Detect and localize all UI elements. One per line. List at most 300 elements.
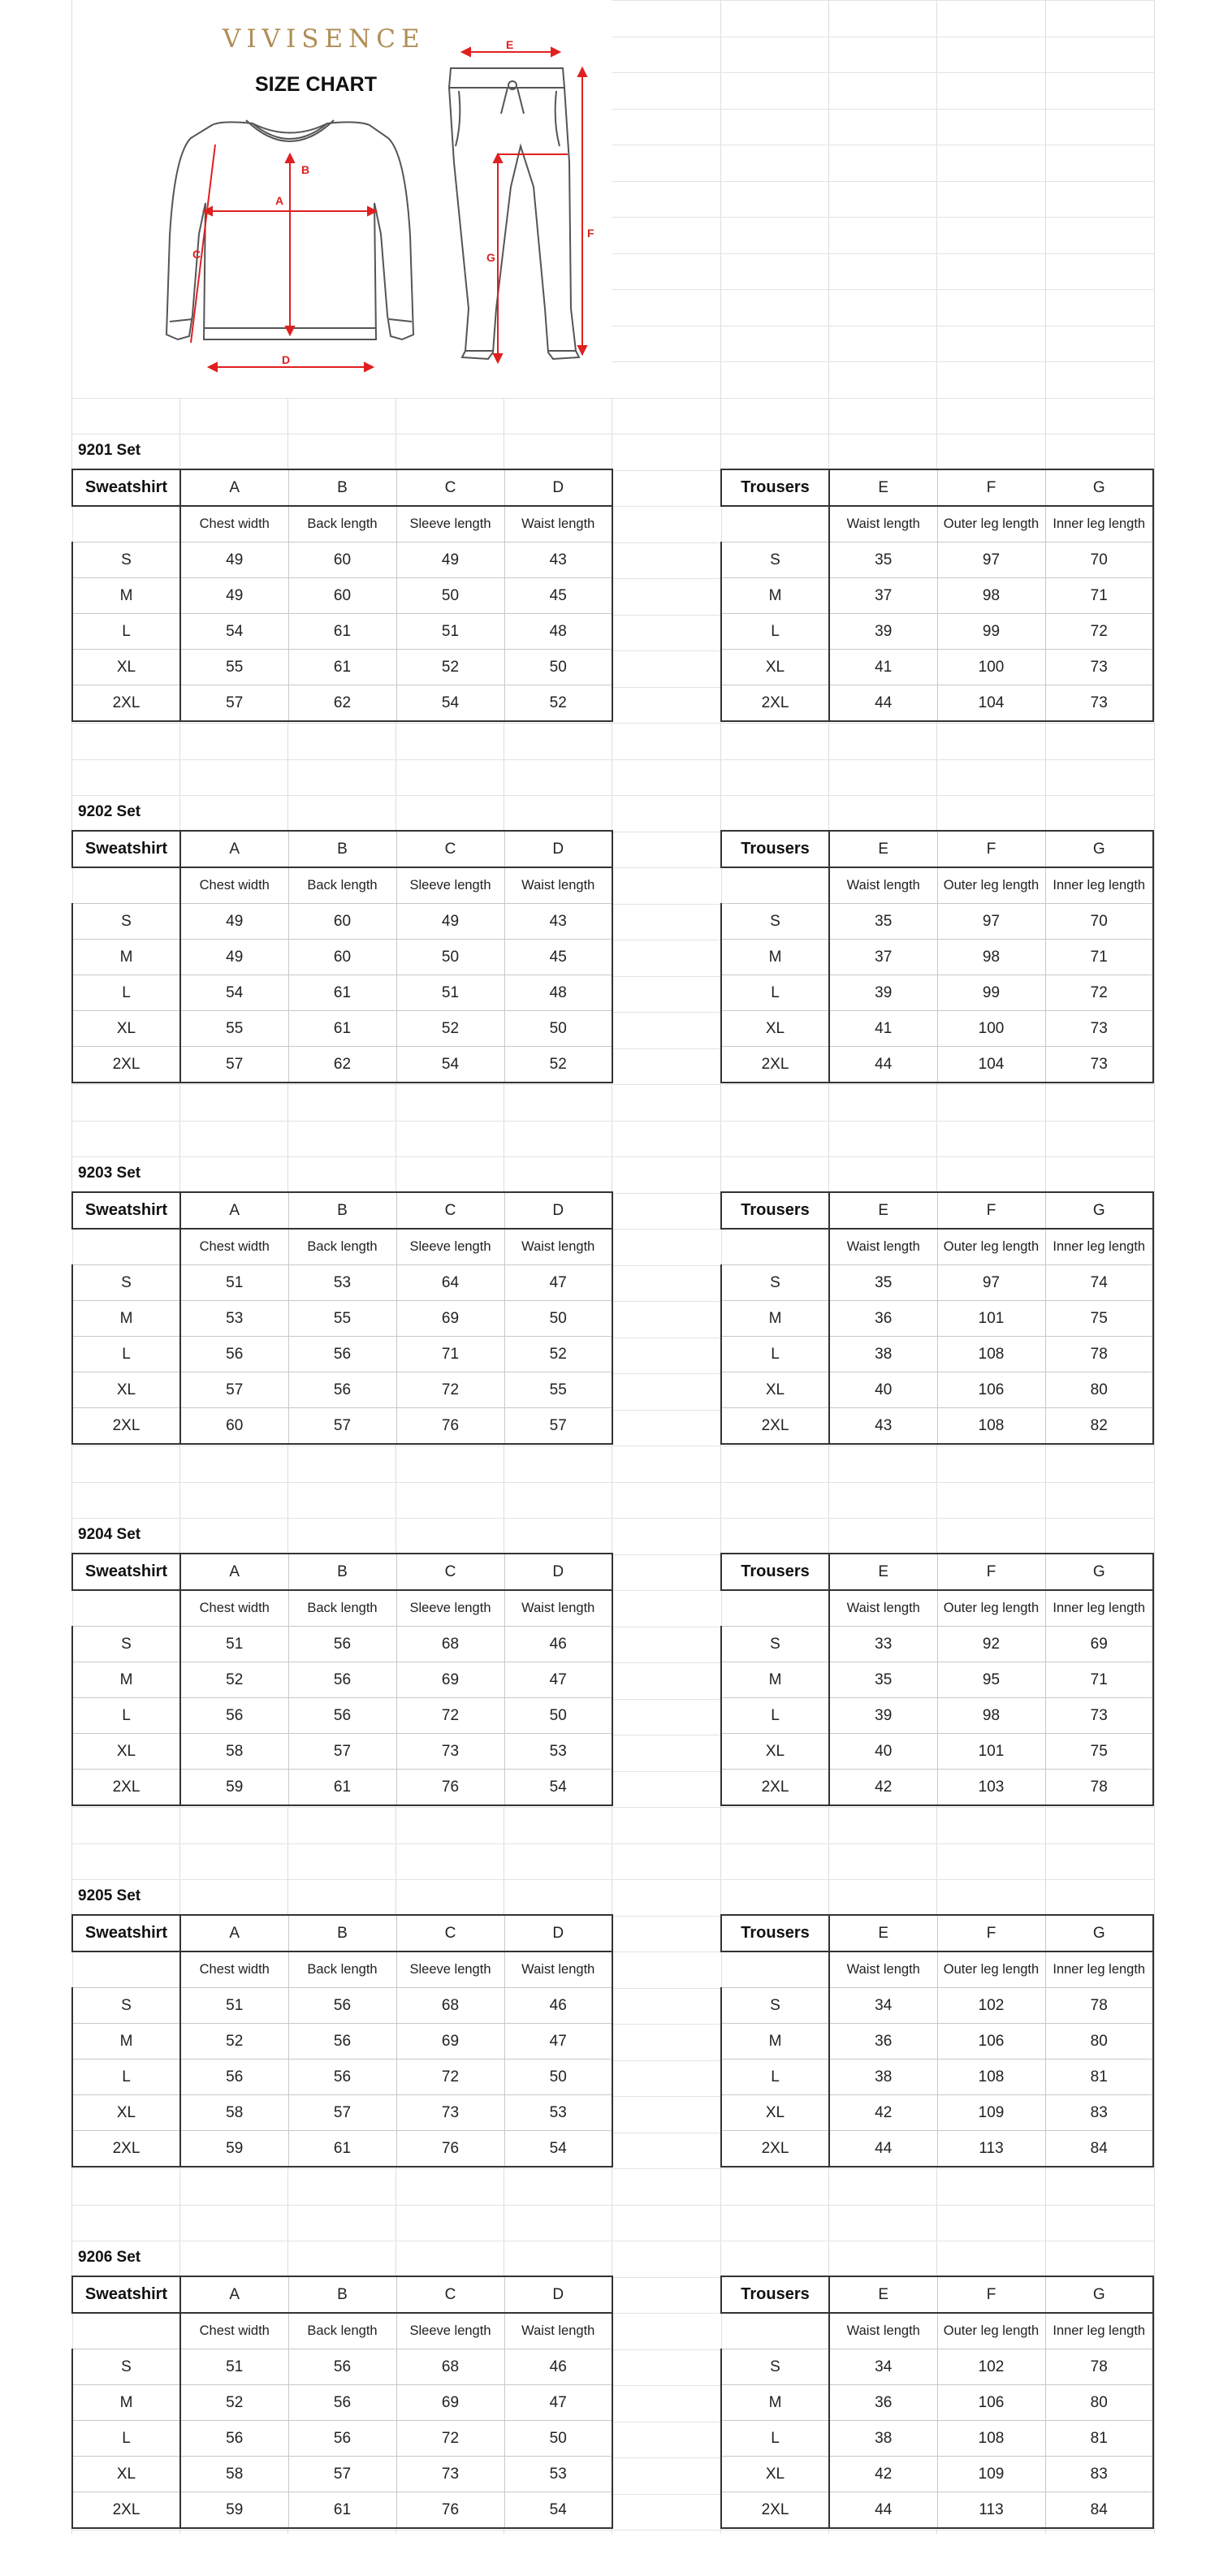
measurement-value: 54 [396,1047,504,1083]
measure-column-header: G [1045,1192,1153,1229]
table-row [721,1988,1153,2024]
size-label: 2XL [721,2492,829,2529]
measure-column-header: C [396,1192,504,1229]
measure-description: Waist length [504,506,612,542]
measure-column-header: F [937,1915,1045,1951]
size-label: 2XL [72,685,180,722]
empty-cell [721,1590,829,1627]
measurement-value: 69 [396,2385,504,2421]
table-row [721,2131,1153,2168]
gridline-horizontal [71,2168,1155,2169]
measurement-value: 52 [504,1337,612,1372]
measurement-value: 68 [396,1988,504,2024]
measurement-value: 44 [829,1047,937,1083]
measure-column-header: G [1045,2276,1153,2313]
measure-label-e: E [506,38,514,51]
size-label: S [721,1988,829,2024]
table-row [72,2024,612,2060]
measure-column-header: C [396,1554,504,1590]
measure-column-header: D [504,469,612,506]
measure-column-header: F [937,1554,1045,1590]
empty-cell [721,2313,829,2349]
measurement-value: 72 [396,2060,504,2095]
measure-column-header: A [180,2276,288,2313]
measure-column-header: B [288,1915,396,1951]
table-row [72,1408,612,1445]
table-row [72,614,612,650]
measure-description: Inner leg length [1045,867,1153,904]
measurement-value: 101 [937,1734,1045,1770]
measurement-value: 98 [937,1698,1045,1734]
measure-description: Back length [288,1951,396,1988]
measurement-value: 46 [504,1627,612,1662]
measurement-value: 39 [829,975,937,1011]
measurement-value: 61 [288,2131,396,2168]
measure-column-header: D [504,1915,612,1951]
empty-cell [721,1229,829,1265]
measurement-value: 36 [829,2024,937,2060]
sweatshirt-size-table [71,1191,613,1445]
table-row [721,1011,1153,1047]
table-row [721,2385,1153,2421]
measurement-value: 80 [1045,2385,1153,2421]
measurement-value: 49 [396,904,504,940]
measurement-value: 34 [829,1988,937,2024]
measurement-value: 56 [180,1698,288,1734]
measurement-value: 56 [288,1698,396,1734]
measurement-value: 71 [396,1337,504,1372]
measurement-value: 72 [396,1372,504,1408]
measurement-value: 73 [396,2095,504,2131]
garment-diagram [72,0,612,398]
measure-column-header: B [288,469,396,506]
measurement-value: 72 [1045,975,1153,1011]
size-label: S [721,1265,829,1301]
measurement-value: 69 [1045,1627,1153,1662]
table-row [721,2421,1153,2457]
measure-label-f: F [587,227,594,240]
measure-description: Inner leg length [1045,1590,1153,1627]
measure-description: Inner leg length [1045,506,1153,542]
size-label: 2XL [721,1047,829,1083]
measure-description: Back length [288,1229,396,1265]
measurement-value: 61 [288,2492,396,2529]
measurement-value: 102 [937,2349,1045,2385]
measurement-value: 76 [396,2131,504,2168]
measurement-value: 44 [829,2492,937,2529]
measurement-value: 53 [180,1301,288,1337]
measurement-value: 57 [504,1408,612,1445]
measurement-value: 59 [180,2131,288,2168]
measurement-value: 40 [829,1734,937,1770]
size-label: L [721,614,829,650]
measurement-value: 76 [396,1770,504,1806]
measurement-value: 48 [504,975,612,1011]
measurement-value: 72 [1045,614,1153,650]
size-label: 2XL [72,1047,180,1083]
measurement-value: 106 [937,2385,1045,2421]
measurement-value: 75 [1045,1301,1153,1337]
size-label: XL [721,2457,829,2492]
measurement-value: 57 [288,2095,396,2131]
measurement-value: 84 [1045,2492,1153,2529]
measure-column-header: F [937,1192,1045,1229]
size-label: S [72,904,180,940]
measurement-value: 56 [288,1988,396,2024]
measurement-value: 113 [937,2131,1045,2168]
measurement-value: 53 [504,2457,612,2492]
measurement-value: 95 [937,1662,1045,1698]
measurement-value: 47 [504,1265,612,1301]
sweatshirt-label: Sweatshirt [72,1554,180,1590]
measurement-value: 51 [396,614,504,650]
gridline-horizontal [71,1156,1155,1157]
measurement-value: 109 [937,2095,1045,2131]
size-label: S [72,1988,180,2024]
measurement-value: 60 [180,1408,288,1445]
measure-column-header: E [829,469,937,506]
measurement-value: 55 [180,1011,288,1047]
gridline-horizontal [71,1807,1155,1808]
measure-description: Waist length [829,1951,937,1988]
measure-label-g: G [486,251,495,264]
measurement-value: 71 [1045,940,1153,975]
measurement-value: 59 [180,2492,288,2529]
measurement-value: 69 [396,1301,504,1337]
measure-column-header: D [504,1554,612,1590]
measurement-value: 104 [937,685,1045,722]
measure-column-header: A [180,469,288,506]
measurement-value: 56 [288,1627,396,1662]
table-row [721,1337,1153,1372]
measurement-value: 58 [180,1734,288,1770]
measure-column-header: F [937,2276,1045,2313]
measurement-value: 56 [288,1372,396,1408]
measurement-value: 51 [180,1627,288,1662]
measurement-value: 106 [937,2024,1045,2060]
measurement-value: 97 [937,904,1045,940]
table-row [72,2457,612,2492]
measure-description: Outer leg length [937,2313,1045,2349]
measurement-value: 57 [180,1047,288,1083]
measurement-value: 57 [288,1408,396,1445]
measurement-value: 108 [937,1408,1045,1445]
measurement-value: 64 [396,1265,504,1301]
measurement-value: 60 [288,578,396,614]
measurement-value: 74 [1045,1265,1153,1301]
measurement-value: 78 [1045,1770,1153,1806]
measurement-value: 68 [396,2349,504,2385]
sweatshirt-size-table [71,1553,613,1806]
size-label: 2XL [721,1408,829,1445]
measurement-value: 61 [288,975,396,1011]
measure-column-header: B [288,1554,396,1590]
empty-cell [72,506,180,542]
measurement-value: 35 [829,904,937,940]
measurement-value: 56 [288,1337,396,1372]
table-row [721,1770,1153,1806]
measurement-value: 54 [396,685,504,722]
measurement-value: 62 [288,1047,396,1083]
measurement-value: 75 [1045,1734,1153,1770]
measure-description: Waist length [829,506,937,542]
measure-description: Outer leg length [937,1590,1045,1627]
measurement-value: 35 [829,542,937,578]
size-label: 2XL [72,2131,180,2168]
trousers-size-table [720,469,1154,722]
measurement-value: 73 [1045,650,1153,685]
measurement-value: 39 [829,614,937,650]
measurement-value: 33 [829,1627,937,1662]
sweatshirt-size-table [71,2276,613,2529]
measurement-value: 43 [504,904,612,940]
table-row [721,1265,1153,1301]
table-row [72,1734,612,1770]
empty-cell [721,867,829,904]
measurement-value: 49 [180,940,288,975]
gridline-horizontal [71,795,1155,796]
measurement-value: 53 [504,1734,612,1770]
measurement-value: 43 [504,542,612,578]
size-label: S [721,2349,829,2385]
size-chart-header [72,0,612,398]
measurement-value: 73 [1045,1047,1153,1083]
gridline-horizontal [71,1518,1155,1519]
measurement-value: 68 [396,1627,504,1662]
measurement-value: 60 [288,904,396,940]
measurement-value: 71 [1045,1662,1153,1698]
size-label: L [72,2060,180,2095]
measurement-value: 101 [937,1301,1045,1337]
measure-column-header: G [1045,1554,1153,1590]
measure-column-header: A [180,831,288,867]
sweatshirt-size-table [71,469,613,722]
measurement-value: 49 [180,904,288,940]
measurement-value: 47 [504,2385,612,2421]
measurement-value: 37 [829,940,937,975]
trousers-size-table [720,830,1154,1083]
measurement-value: 55 [180,650,288,685]
measurement-value: 35 [829,1265,937,1301]
size-label: L [721,1337,829,1372]
table-row [72,1265,612,1301]
measure-description: Back length [288,1590,396,1627]
gridline-horizontal [71,1879,1155,1880]
size-label: XL [721,2095,829,2131]
size-label: M [72,1662,180,1698]
measurement-value: 82 [1045,1408,1153,1445]
measurement-value: 61 [288,1770,396,1806]
table-row [721,1698,1153,1734]
table-row [72,2095,612,2131]
measurement-value: 108 [937,2421,1045,2457]
measurement-value: 61 [288,650,396,685]
trousers-size-table [720,2276,1154,2529]
set-title: 9201 Set [78,442,141,459]
size-label: L [72,975,180,1011]
measurement-value: 59 [180,1770,288,1806]
measurement-value: 80 [1045,1372,1153,1408]
size-label: M [721,1301,829,1337]
sweatshirt-label: Sweatshirt [72,2276,180,2313]
measure-column-header: A [180,1554,288,1590]
table-row [72,1662,612,1698]
size-label: M [721,2024,829,2060]
measurement-value: 56 [180,2060,288,2095]
measurement-value: 36 [829,1301,937,1337]
size-label: M [72,1301,180,1337]
measure-description: Waist length [504,1951,612,1988]
measurement-value: 57 [288,1734,396,1770]
measurement-value: 78 [1045,1337,1153,1372]
size-label: XL [72,2457,180,2492]
measurement-value: 57 [288,2457,396,2492]
size-label: M [72,940,180,975]
size-label: M [721,1662,829,1698]
measurement-value: 73 [1045,1698,1153,1734]
empty-cell [72,2313,180,2349]
measurement-value: 70 [1045,904,1153,940]
measure-description: Chest width [180,1951,288,1988]
measurement-value: 62 [288,685,396,722]
sweatshirt-size-table [71,1914,613,2168]
measurement-value: 104 [937,1047,1045,1083]
size-label: 2XL [72,2492,180,2529]
measurement-value: 70 [1045,542,1153,578]
table-row [721,1627,1153,1662]
measurement-value: 42 [829,1770,937,1806]
measure-column-header: B [288,1192,396,1229]
measurement-value: 49 [180,542,288,578]
measurement-value: 80 [1045,2024,1153,2060]
table-row [721,1372,1153,1408]
measure-column-header: D [504,2276,612,2313]
measurement-value: 56 [288,2060,396,2095]
size-label: XL [721,1734,829,1770]
measurement-value: 48 [504,614,612,650]
table-row [72,650,612,685]
table-row [72,1372,612,1408]
measure-description: Waist length [829,1229,937,1265]
measurement-value: 73 [396,1734,504,1770]
measure-description: Outer leg length [937,1951,1045,1988]
measurement-value: 69 [396,1662,504,1698]
measurement-value: 38 [829,2421,937,2457]
set-title: 9203 Set [78,1165,141,1182]
measurement-value: 99 [937,614,1045,650]
measure-description: Waist length [829,2313,937,2349]
table-row [72,1047,612,1083]
measurement-value: 37 [829,578,937,614]
measure-description: Back length [288,2313,396,2349]
trousers-label: Trousers [721,1192,829,1229]
gridline-horizontal [71,1482,1155,1483]
measure-description: Inner leg length [1045,1951,1153,1988]
measure-description: Chest width [180,2313,288,2349]
size-label: S [721,542,829,578]
size-chart-title: SIZE CHART [255,73,377,96]
measure-column-header: C [396,469,504,506]
measure-column-header: B [288,831,396,867]
table-row [721,904,1153,940]
gridline-horizontal [71,2205,1155,2206]
measurement-value: 102 [937,1988,1045,2024]
table-row [721,2060,1153,2095]
table-row [721,614,1153,650]
measurement-value: 56 [288,2421,396,2457]
measurement-value: 54 [504,2131,612,2168]
measurement-value: 42 [829,2095,937,2131]
measurement-value: 58 [180,2457,288,2492]
measure-label-a: A [275,194,284,207]
measurement-value: 56 [288,2385,396,2421]
size-label: S [72,542,180,578]
size-label: 2XL [72,1408,180,1445]
size-label: S [721,904,829,940]
empty-cell [72,1590,180,1627]
table-row [72,2060,612,2095]
measure-description: Waist length [504,1590,612,1627]
trousers-drawing [449,68,579,359]
size-label: XL [72,1734,180,1770]
size-label: 2XL [721,2131,829,2168]
measure-description: Waist length [829,1590,937,1627]
measurement-value: 52 [504,1047,612,1083]
empty-cell [721,1951,829,1988]
gridline-vertical [1154,0,1155,2534]
measurement-value: 113 [937,2492,1045,2529]
size-label: S [72,2349,180,2385]
measurement-value: 60 [288,940,396,975]
measurement-value: 56 [180,1337,288,1372]
table-row [72,975,612,1011]
size-label: XL [72,1372,180,1408]
measure-column-header: C [396,831,504,867]
size-label: L [721,2421,829,2457]
table-row [72,1301,612,1337]
table-row [721,2024,1153,2060]
measure-column-header: G [1045,831,1153,867]
table-row [72,940,612,975]
measurement-value: 50 [504,2060,612,2095]
measure-description: Waist length [504,2313,612,2349]
measure-description: Waist length [504,1229,612,1265]
measure-description: Inner leg length [1045,2313,1153,2349]
measurement-value: 57 [180,685,288,722]
sweatshirt-size-table [71,830,613,1083]
table-row [721,2457,1153,2492]
measurement-value: 61 [288,614,396,650]
size-label: XL [72,2095,180,2131]
gridline-horizontal [71,1843,1155,1844]
table-row [721,1734,1153,1770]
table-row [72,542,612,578]
measurement-value: 52 [396,1011,504,1047]
measure-column-header: E [829,1915,937,1951]
measure-description: Sleeve length [396,506,504,542]
measurement-value: 51 [180,2349,288,2385]
set-title: 9206 Set [78,2249,141,2266]
measurement-value: 103 [937,1770,1045,1806]
measure-description: Back length [288,506,396,542]
size-label: M [721,2385,829,2421]
measurement-value: 76 [396,2492,504,2529]
measurement-value: 84 [1045,2131,1153,2168]
measurement-value: 109 [937,2457,1045,2492]
size-label: XL [721,1011,829,1047]
measurement-value: 52 [396,650,504,685]
measurement-value: 73 [1045,1011,1153,1047]
